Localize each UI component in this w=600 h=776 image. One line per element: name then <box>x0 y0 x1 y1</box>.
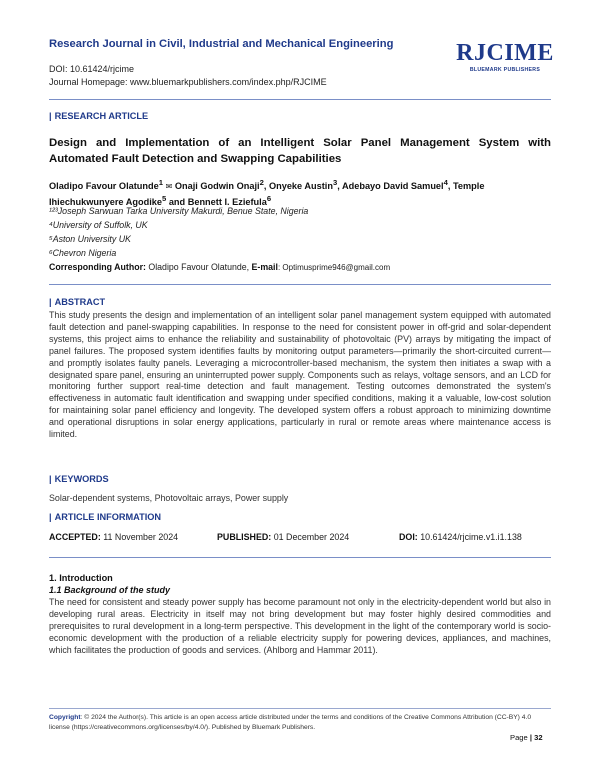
abstract-heading <box>49 297 105 307</box>
doi-value[interactable]: 10.61424/rjcime.v1.i1.138 <box>417 532 522 542</box>
section-bar: | <box>49 512 52 522</box>
background-subheading: 1.1 Background of the study <box>49 585 171 595</box>
accepted-value: 11 November 2024 <box>100 532 179 542</box>
article-title: Design and Implementation of an Intelligent Solar Panel Management System with Automated Fault Detection and Swapping Capabilities <box>49 137 551 165</box>
copyright-notice <box>49 713 551 733</box>
article-info-heading-text: ARTICLE INFORMATION <box>54 512 162 522</box>
author-5-rest: Ihiechukwunyere Agodike <box>49 197 162 208</box>
corresponding-name: Oladipo Favour Olatunde, <box>145 262 252 272</box>
section-bar: | <box>49 297 52 307</box>
author-2-affil: 2 <box>259 178 264 187</box>
author-5-first: , Temple <box>447 181 485 192</box>
affiliation-2: ⁴University of Suffolk, UK <box>49 220 148 230</box>
journal-doi: DOI: 10.61424/rjcime <box>49 64 135 74</box>
abstract-divider <box>49 284 551 285</box>
page-label: Page <box>510 733 528 742</box>
journal-name[interactable]: Research Journal in Civil, Industrial and Mechanical Engineering <box>49 38 394 50</box>
logo-wordmark: RJCIME <box>456 40 554 66</box>
article-type-text: RESEARCH ARTICLE <box>54 111 149 121</box>
abstract-text: This study presents the design and implementation of an intelligent solar panel management system equipped with automated fault detection and panel-swapping capabilities. In response to the need for consistent power in off-grid and solar-dependent systems, this project aims to enhance the reliability and sustainability of photovoltaic (PV) arrays by mitigating the impact of panel failures. The proposed system identifies faults by monitoring output parameters—primarily the short-circuited current—and promptly isolates faulty panels. Leveraging a microcontroller-based mechanism, the system then initiates a swap with a designated spare panel, ensuring an uninterrupted power supply. Components such as relays, voltage sensors, and an LCD for monitoring further support real-time detection and fault management. Testing outcomes demonstrated the system's effectiveness in automatic fault identification and swapping under specified conditions, making it a valuable, low-cost solution for maintaining solar panel efficiency and longevity. The developed system offers a robust approach to minimizing downtime and operational disruptions in solar energy applications, particularly in rural or remote areas where maintenance access is limited. <box>49 310 551 440</box>
page-separator: | <box>527 733 535 742</box>
author-6-affil: 6 <box>266 194 272 204</box>
author-3-affil: 3 <box>332 178 338 187</box>
introduction-heading: 1. Introduction <box>49 573 113 583</box>
doi-label: DOI: <box>399 532 418 542</box>
article-info-heading <box>49 512 161 522</box>
section-bar: | <box>49 111 52 121</box>
accepted-label: ACCEPTED: <box>49 532 101 542</box>
header-divider <box>49 99 551 100</box>
copyright-label: Copyright <box>49 714 81 721</box>
author-4: , Adebayo David Samuel <box>337 181 444 192</box>
body-divider <box>49 557 551 558</box>
keywords-heading-text: KEYWORDS <box>54 474 109 484</box>
corresponding-author <box>49 262 390 272</box>
author-6: and Bennett I. Eziefula <box>166 197 267 208</box>
footer-divider <box>49 708 551 709</box>
author-4-affil: 4 <box>443 178 448 187</box>
keywords-text: Solar-dependent systems, Photovoltaic arrays, Power supply <box>49 493 289 503</box>
journal-homepage[interactable]: Journal Homepage: www.bluemarkpublishers.com/index.php/RJCIME <box>49 77 327 87</box>
published-date <box>217 532 349 542</box>
copyright-text: : © 2024 the Author(s). This article is an open access article distributed under the terms and conditions of the Creative Commons Attribution (CC-BY) 4.0 license (https://creativecommons.org/licenses/by/4.0/). Published by Bluemark Publishers. <box>49 714 532 731</box>
author-5-affil: 5 <box>162 194 167 204</box>
abstract-heading-text: ABSTRACT <box>54 297 106 307</box>
section-bar: | <box>49 474 52 484</box>
logo-publisher: BLUEMARK PUBLISHERS <box>469 67 541 73</box>
author-2: Onaji Godwin Onaji <box>172 181 260 192</box>
corresponding-email[interactable]: : Optimusprime946@gmail.com <box>277 263 391 272</box>
affiliation-1: ¹²³Joseph Sarwuan Tarka University Makurdi, Benue State, Nigeria <box>49 206 309 216</box>
envelope-icon[interactable]: ✉ <box>165 182 173 192</box>
author-3: , Onyeke Austin <box>263 181 333 192</box>
author-1: Oladipo Favour Olatunde <box>49 181 159 192</box>
author-list <box>49 177 551 208</box>
author-1-affil: 1 <box>158 178 164 187</box>
keywords-heading <box>49 474 109 484</box>
accepted-date <box>49 532 178 542</box>
article-type-label <box>49 111 148 121</box>
page-number-value: 32 <box>534 733 543 742</box>
journal-logo <box>455 40 555 73</box>
article-doi <box>399 532 522 542</box>
affiliation-4: ⁶Chevron Nigeria <box>49 248 117 258</box>
published-label: PUBLISHED: <box>217 532 272 542</box>
published-value: 01 December 2024 <box>271 532 350 542</box>
introduction-paragraph: The need for consistent and steady power supply has become paramount not only in the electricity-dependent world but also in developing rural areas. Electricity in itself may not bring development but may foster highly desired commodities and prerequisites to rural development in a long-term perspective. This development in the light of the contemporary world is socio-economic development with the production of a reliable electricity supply for powering devices, appliances, and machines, which facilitates the production of goods and services. (Ahlborg and Hammar 2011). <box>49 597 551 655</box>
affiliation-3: ⁵Aston University UK <box>49 234 131 244</box>
page-number <box>510 733 543 742</box>
corresponding-label: Corresponding Author: <box>49 262 146 272</box>
email-label: E-mail <box>251 262 278 272</box>
